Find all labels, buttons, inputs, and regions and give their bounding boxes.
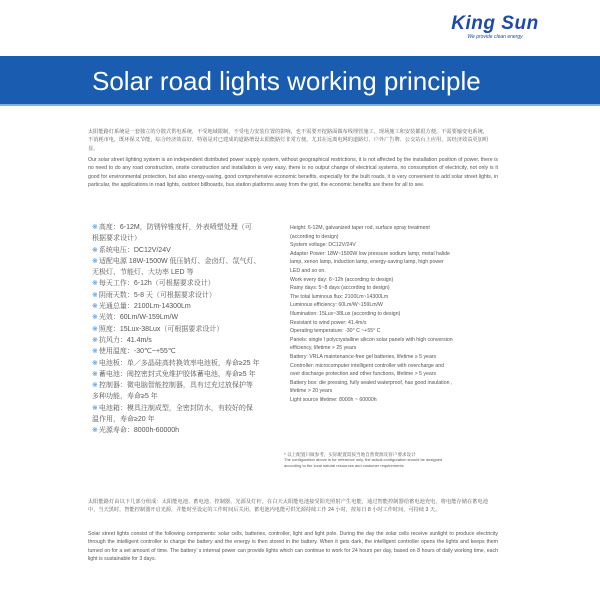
bullet-icon: ※ [92,382,98,390]
spec-item-en: The total luminous flux: 2100Lm~14300Lm [290,293,389,300]
spec-text: 每天工作：6-12h（可根据要求设计） [98,280,215,288]
spec-text: 抗风力：41.4m/s [98,336,152,344]
bullet-icon: ※ [92,314,98,322]
spec-item-en: Operating temperature: -30° C ~+55° C [290,328,381,335]
spec-item-cn [92,391,282,402]
bullet-icon: ※ [92,303,98,311]
principle-english: Solar street lights consist of the following components: solar cells, batteries, controller, light and light pole. During the day the solar cells receive sunlight to produce electricity through the intelligent controller to charge the battery and the energy is then stored in the battery. When it gets dark, the intelligent controller opens the lights and keeps them turned on for a set amount of time. The battery’ s internal power can provide lights which can continue to work for 24 hours per day, based on 8 hours of daily working time, each light is sustainable for 3 days. [88,531,498,563]
spec-item-en: Light source lifetime: 8000h ~ 60000h [290,396,377,403]
spec-item-en: System voltage: DC12V/24V [290,242,356,249]
spec-text: 阴雨天数：5-8 天（可根据要求设计） [98,291,216,299]
spec-item-cn [92,369,282,380]
bullet-icon: ※ [92,370,98,378]
title-banner [0,56,600,106]
spec-item-cn [92,414,282,425]
spec-item-cn [92,312,282,323]
intro-chinese: 太阳能路灯系统是一套独立的分散式供电系统，不受地域限制，不受电力安装位置的影响，也不需要开挖路面做布线埋管施工，现场施工和安装都很方便，不需要输变电系统，不消耗市电，既环保又节能，综合经济效益好，特别是对已建成的道路增设太阳能路灯非常方便。尤其在远离电网的道路灯、户外广告牌、公交站台上应用，其经济效益更加明显。 [88,129,488,152]
config-note [284,452,509,468]
spec-text: 照度：15Lux-38Lux（可根据要求设计） [98,325,224,333]
bullet-icon: ※ [92,427,98,435]
bullet-icon: ※ [92,404,98,412]
spec-item-cn [92,335,282,346]
bullet-icon: ※ [92,257,98,265]
spec-item-en: efficiency, lifetime > 25 years [290,345,357,352]
brand-name: King Sun [451,13,539,34]
spec-item-cn [92,346,282,357]
spec-text: 电池箱：模具注制成型，全密封防水，有较好的保 [98,404,253,412]
intro-english: Our solar street lighting system is an independent distributed power supply system, without geographical restrictions, it is not affected by the installation position of power, there is no need to do any road construction, onsite construction and installation is very easy, there is no output change of electrical systems, no consumption of electricity, not only is it good for environmental protection, but also energy-saving, good comprehensive economic benefits, especially for the built roads, it is very convenient to add solar street lights, in particular, the applications in road lights, outdoor billboards, bus station platforms away from the grid, the economic benefits are there for all to see. [88,157,498,189]
banner-underline [0,104,600,106]
bullet-icon: ※ [92,246,98,254]
principle-chinese: 太阳能路灯由以下几部分组成：太阳能电池、蓄电池、控制器、光源及灯杆。在白天太阳能电池接受阳光照射产生电能，通过智能控制器给蓄电池充电，将电能存储在蓄电池中，当天黑时，智能控制器开启光源，并能时至设定的工作时间后关闭。蓄电池内电能可供光源持续工作 24 小时，按每日 8 小时工作时间，可持续 3 天。 [88,499,488,514]
bullet-icon: ※ [92,348,98,356]
spec-item-en: (according to design) [290,233,339,240]
bullet-icon: ※ [92,325,98,333]
bullet-icon: ※ [92,359,98,367]
brand-tagline: We provide clean energy [467,34,523,40]
spec-item-en: Resistant to wind power: 41.4m/s [290,319,367,326]
spec-item-en: over discharge protection and other functions, lifetime > 5 years [290,371,437,378]
spec-text: 使用温度：-30℃~+55℃ [98,348,176,356]
spec-item-cn [92,222,282,233]
spec-list-english [290,224,512,404]
bullet-icon: ※ [92,224,98,231]
bullet-icon: ※ [92,280,98,288]
config-note-english-2: according to the local natural resources and customer requirements [284,462,404,468]
spec-text: 光效：60Lm/W-159Lm/W [98,314,179,322]
spec-item-cn [92,278,282,289]
spec-item-cn [92,245,282,256]
spec-item-en: Luminous efficiency: 60Lm/W~159Lm/W [290,302,383,309]
spec-item-en: Battery box: die pressing, fully sealed waterproof, has good insulation , [290,379,453,386]
spec-item-cn [92,425,282,436]
spec-item-en: Illumination: 15Lux~38Lux (according to design) [290,310,401,317]
spec-item-cn [92,256,282,267]
spec-item-en: lamp, xenon lamp, induction lamp, energy-saving lamp, high power [290,259,444,266]
spec-item-en: Battery: VRLA maintenance-free gel batteries, lifetime ≥ 5 years [290,353,437,360]
config-note-english-1: The configuration above is for reference only, the actual configuration should be designed [284,457,443,463]
spec-text: 适配电源 18W-1500W 低压钠灯、金卤灯、氙气灯、 [98,257,261,265]
spec-item-en: LED and so on. [290,267,326,274]
spec-item-cn [92,233,282,244]
brand-logo [420,14,570,40]
spec-text: 无极灯、节能灯、大功率 LED 等 [92,269,194,277]
page-title: Solar road lights working principle [92,66,481,96]
spec-item-cn [92,267,282,278]
spec-item-en: Panels: single l polycrystalline silicon solar panels with high conversion [290,336,453,343]
spec-item-en: Height: 6-12M, galvanized taper rod, surface spray treatment [290,225,430,231]
spec-text: 蓄电池：阀控密封式免维护胶体蓄电池，寿命≥5 年 [98,370,256,378]
spec-item-cn [92,403,282,414]
spec-text: 光源寿命：8000h-60000h [98,427,180,435]
spec-text: 高度：6-12M，防锈锌锥度杆，外表喷塑处理（可 [98,224,252,231]
spec-item-en: lifetime > 20 years [290,388,333,395]
spec-text: 光通总量：2100Lm-14300Lm [98,303,191,311]
bullet-icon: ※ [92,336,98,344]
spec-text: 多种功能，寿命≥5 年 [92,393,158,401]
spec-text: 控制器：微电脑智能控制器，具有过充过放保护等 [98,382,253,390]
spec-item-cn [92,301,282,312]
spec-item-cn [92,324,282,335]
spec-text: 电池板：单／多晶硅高转换效率电池板，寿命≥25 年 [98,359,260,367]
spec-item-en: Work every day: 6~12h (according to design) [290,276,394,283]
spec-item-cn [92,358,282,369]
spec-item-cn [92,290,282,301]
bullet-icon: ※ [92,291,98,299]
spec-item-cn [92,380,282,391]
spec-text: 温作用，寿命≥20 年 [92,416,155,424]
spec-item-en: Controller: microcomputer intelligent controller with overcharge and [290,362,444,369]
spec-text: 系统电压：DC12V/24V [98,246,171,254]
spec-list-chinese [92,222,282,437]
spec-item-en: Adapter Power: 18W~1500W low pressure sodium lamp, metal halide [290,250,450,257]
spec-item-en: Rainy days: 5~8 days (according to design) [290,285,390,292]
spec-text: 根据要求设计） [92,235,141,243]
config-note-chinese: * 以上配置只做参考，实际配置需按当地自然资源及客户要求设计 [284,452,416,457]
